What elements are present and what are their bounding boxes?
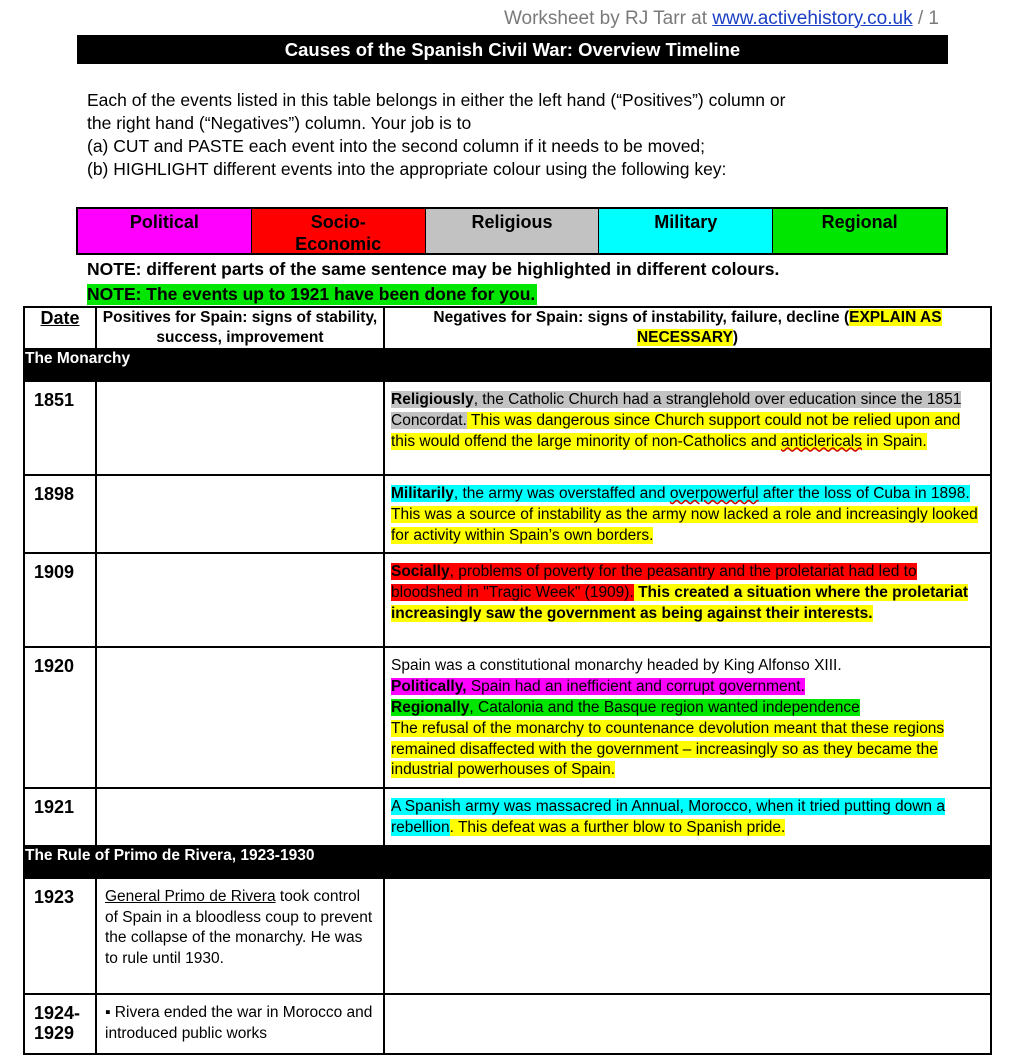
positives-cell[interactable] bbox=[96, 475, 384, 553]
positives-cell[interactable] bbox=[96, 788, 384, 846]
instruction-line: (b) HIGHLIGHT different events into the appropriate colour using the following key: bbox=[87, 159, 727, 179]
date-cell: 1909 bbox=[24, 553, 96, 647]
table-row bbox=[24, 647, 991, 788]
instruction-line: Each of the events listed in this table belongs in either the left hand (“Positives”) column or bbox=[87, 90, 786, 110]
date-cell: 1923 bbox=[24, 878, 96, 994]
date-cell: 1921 bbox=[24, 788, 96, 846]
negatives-cell[interactable]: Socially, problems of poverty for the peasantry and the proletariat had led to bloodshed in "Tragic Week" (1909). This created a situation where the proletariat increasingly saw the government as being against their interests. bbox=[384, 553, 991, 647]
key-regional: Regional bbox=[773, 209, 946, 253]
page-number: / 1 bbox=[917, 8, 939, 29]
page-title: Causes of the Spanish Civil War: Overview Timeline bbox=[77, 35, 948, 64]
negatives-cell[interactable]: A Spanish army was massacred in Annual, Morocco, when it tried putting down a rebellion. This defeat was a further blow to Spanish pride. bbox=[384, 788, 991, 846]
negatives-cell[interactable] bbox=[384, 878, 991, 994]
table-row bbox=[24, 475, 991, 553]
key-socio-economic: Socio- Economic bbox=[252, 209, 426, 253]
positives-cell[interactable] bbox=[96, 381, 384, 475]
instructions bbox=[87, 89, 947, 181]
instruction-line: (a) CUT and PASTE each event into the second column if it needs to be moved; bbox=[87, 136, 706, 156]
positives-header: Positives for Spain: signs of stability, success, improvement bbox=[96, 307, 384, 349]
positives-cell[interactable]: ▪ Rivera ended the war in Morocco and introduced public works bbox=[96, 994, 384, 1054]
date-cell: 1851 bbox=[24, 381, 96, 475]
note-highlighting: NOTE: different parts of the same sentence may be highlighted in different colours. bbox=[87, 259, 780, 279]
date-cell: 1924- 1929 bbox=[24, 994, 96, 1054]
section-monarchy: The Monarchy bbox=[24, 349, 991, 381]
credit-prefix: Worksheet by RJ Tarr at bbox=[503, 8, 708, 29]
note-done-for-you: NOTE: The events up to 1921 have been done for you. bbox=[87, 284, 536, 304]
table-row bbox=[24, 553, 991, 647]
positives-cell[interactable]: General Primo de Rivera took control of Spain in a bloodless coup to prevent the collapse of the monarchy. He was to rule until 1930. bbox=[96, 878, 384, 994]
date-header: Date bbox=[24, 307, 96, 349]
negatives-cell[interactable]: Religiously, the Catholic Church had a stranglehold over education since the 1851 Concordat. This was dangerous since Church support could not be relied upon and this would offend the large minority of non-Catholics and anticlericals in Spain. bbox=[384, 381, 991, 475]
key-religious: Religious bbox=[426, 209, 600, 253]
table-row bbox=[24, 878, 991, 994]
section-row bbox=[24, 349, 991, 381]
key-political: Political bbox=[78, 209, 252, 253]
negatives-cell[interactable]: Spain was a constitutional monarchy headed by King Alfonso XIII. Politically, Spain had an inefficient and corrupt government. Regionally, Catalonia and the Basque region wanted independence The refusal of the monarchy to countenance devolution meant that these regions remained disaffected with the government – increasingly so as they became the industrial powerhouses of Spain. bbox=[384, 647, 991, 788]
instruction-line: the right hand (“Negatives”) column. Your job is to bbox=[87, 113, 472, 133]
section-primo-de-rivera: The Rule of Primo de Rivera, 1923-1930 bbox=[24, 846, 991, 878]
activehistory-link[interactable]: www.activehistory.co.uk bbox=[712, 8, 913, 29]
negatives-cell[interactable]: Militarily, the army was overstaffed and overpowerful after the loss of Cuba in 1898. This was a source of instability as the army now lacked a role and increasingly looked for activity within Spain’s own borders. bbox=[384, 475, 991, 553]
key-military: Military bbox=[599, 209, 773, 253]
negatives-header: Negatives for Spain: signs of instability, failure, decline (EXPLAIN AS NECESSARY) bbox=[384, 307, 991, 349]
positives-cell[interactable] bbox=[96, 647, 384, 788]
section-row bbox=[24, 846, 991, 878]
table-row bbox=[24, 788, 991, 846]
date-cell: 1920 bbox=[24, 647, 96, 788]
positives-cell[interactable] bbox=[96, 553, 384, 647]
timeline-table bbox=[23, 306, 992, 1055]
date-cell: 1898 bbox=[24, 475, 96, 553]
colour-key bbox=[76, 207, 948, 255]
table-header-row bbox=[24, 307, 991, 349]
table-row bbox=[24, 381, 991, 475]
worksheet-credit bbox=[504, 8, 939, 30]
